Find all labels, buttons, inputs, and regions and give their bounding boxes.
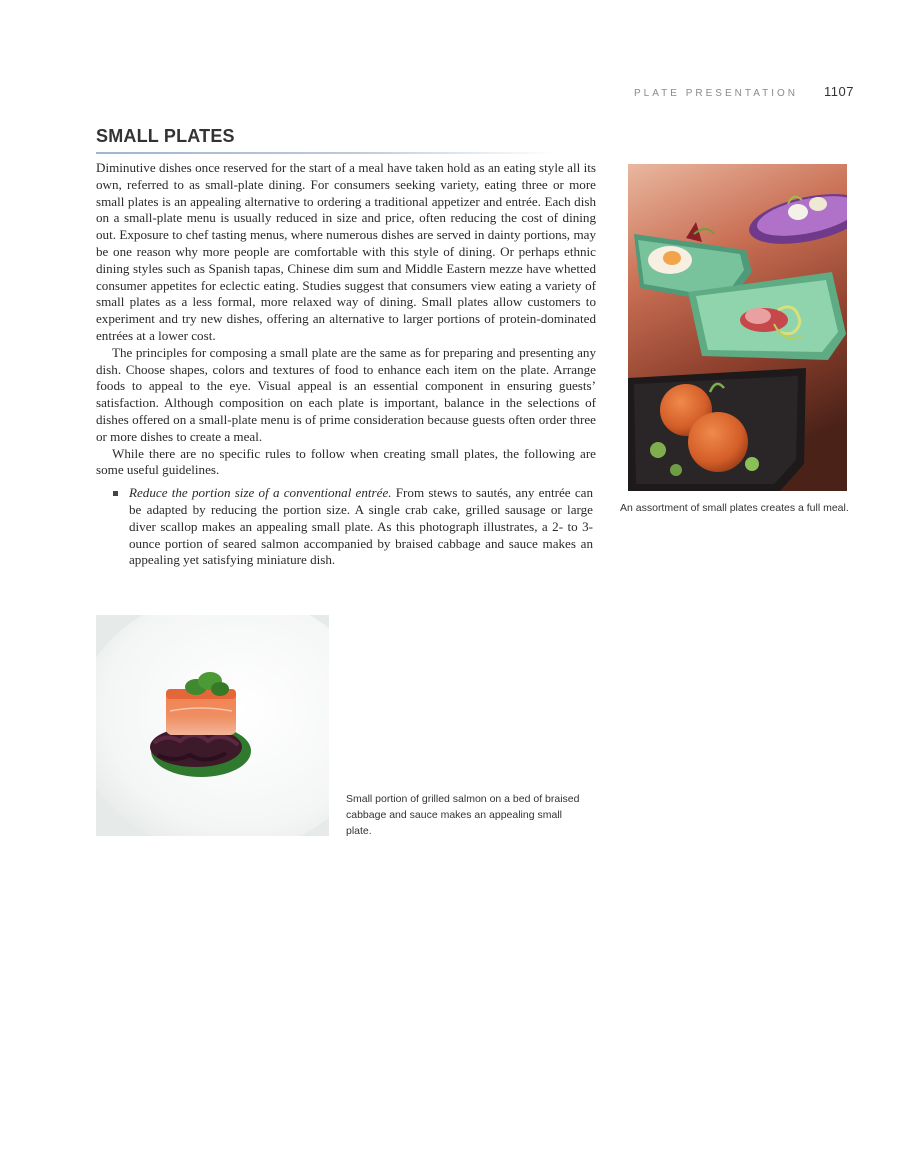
paragraph-intro: Diminutive dishes once reserved for the start of a meal have taken hold as an eating style all its own, referred to as small-plate dining. For consumers seeking variety, eating three or more small plates is an appealing alternative to ordering a traditional appetizer and entrée. Each dish on a small-plate menu is usually reduced in size and price, often reducing the cost of dining out. Exposure to chef tasting menus, where numerous dishes are served in dainty portions, may be one reason why more people are comfortable with this style of dining. Or perhaps ethnic dining styles such as Spanish tapas, Chinese dim sum and Middle Eastern mezze have whetted consumer appetites for eclectic eating. Studies suggest that consumers view eating a variety of small plates as a less formal, more relaxed way of dining. Small plates allow customers to experiment and try new dishes, offering an alternative to larger portions of protein-dominated entrées at a lower cost. bbox=[96, 160, 596, 343]
small-plates-caption: An assortment of small plates creates a full meal. bbox=[620, 502, 849, 514]
guideline-text: From stews to sautés, any entrée can be adapted by reducing the portion size. A single crab cake, grilled sausage or large diver scallop makes an appealing small plate. As this photograph illustrates, a 2- to 3-ounce portion of seared salmon accompanied by braised cabbage and sauce makes an appealing yet satisfying miniature dish. bbox=[129, 485, 593, 568]
salmon-caption: Small portion of grilled salmon on a bed of braised cabbage and sauce makes an appealing small plate. bbox=[346, 793, 580, 837]
salmon-photo bbox=[96, 615, 329, 836]
paragraph-principles: The principles for composing a small plate are the same as for preparing and presenting any dish. Choose shapes, colors and textures of food to enhance each item on the plate. Arrange foods to appeal to the eye. Visual appeal is an essential component in ensuring guests’ satisfaction. Although composition on each plate is important, balance in the selections of dishes offered on a small-plate menu is of prime consideration because guests often order three or more dishes to create a meal. bbox=[96, 344, 596, 444]
running-head bbox=[634, 84, 854, 99]
page-number: 1107 bbox=[824, 84, 854, 99]
body-text bbox=[96, 160, 596, 569]
guidelines-list bbox=[96, 485, 596, 569]
running-head-section: PLATE PRESENTATION bbox=[634, 88, 799, 99]
guideline-lead: Reduce the portion size of a conventional entrée. bbox=[129, 485, 392, 501]
section-title: SMALL PLATES bbox=[96, 126, 235, 146]
title-rule bbox=[96, 152, 556, 154]
square-bullet-icon bbox=[113, 491, 118, 496]
section-heading bbox=[96, 126, 556, 154]
guideline-item bbox=[96, 485, 596, 569]
small-plates-photo bbox=[628, 164, 847, 491]
paragraph-guidelines-intro: While there are no specific rules to follow when creating small plates, the following are some useful guidelines. bbox=[96, 445, 596, 478]
